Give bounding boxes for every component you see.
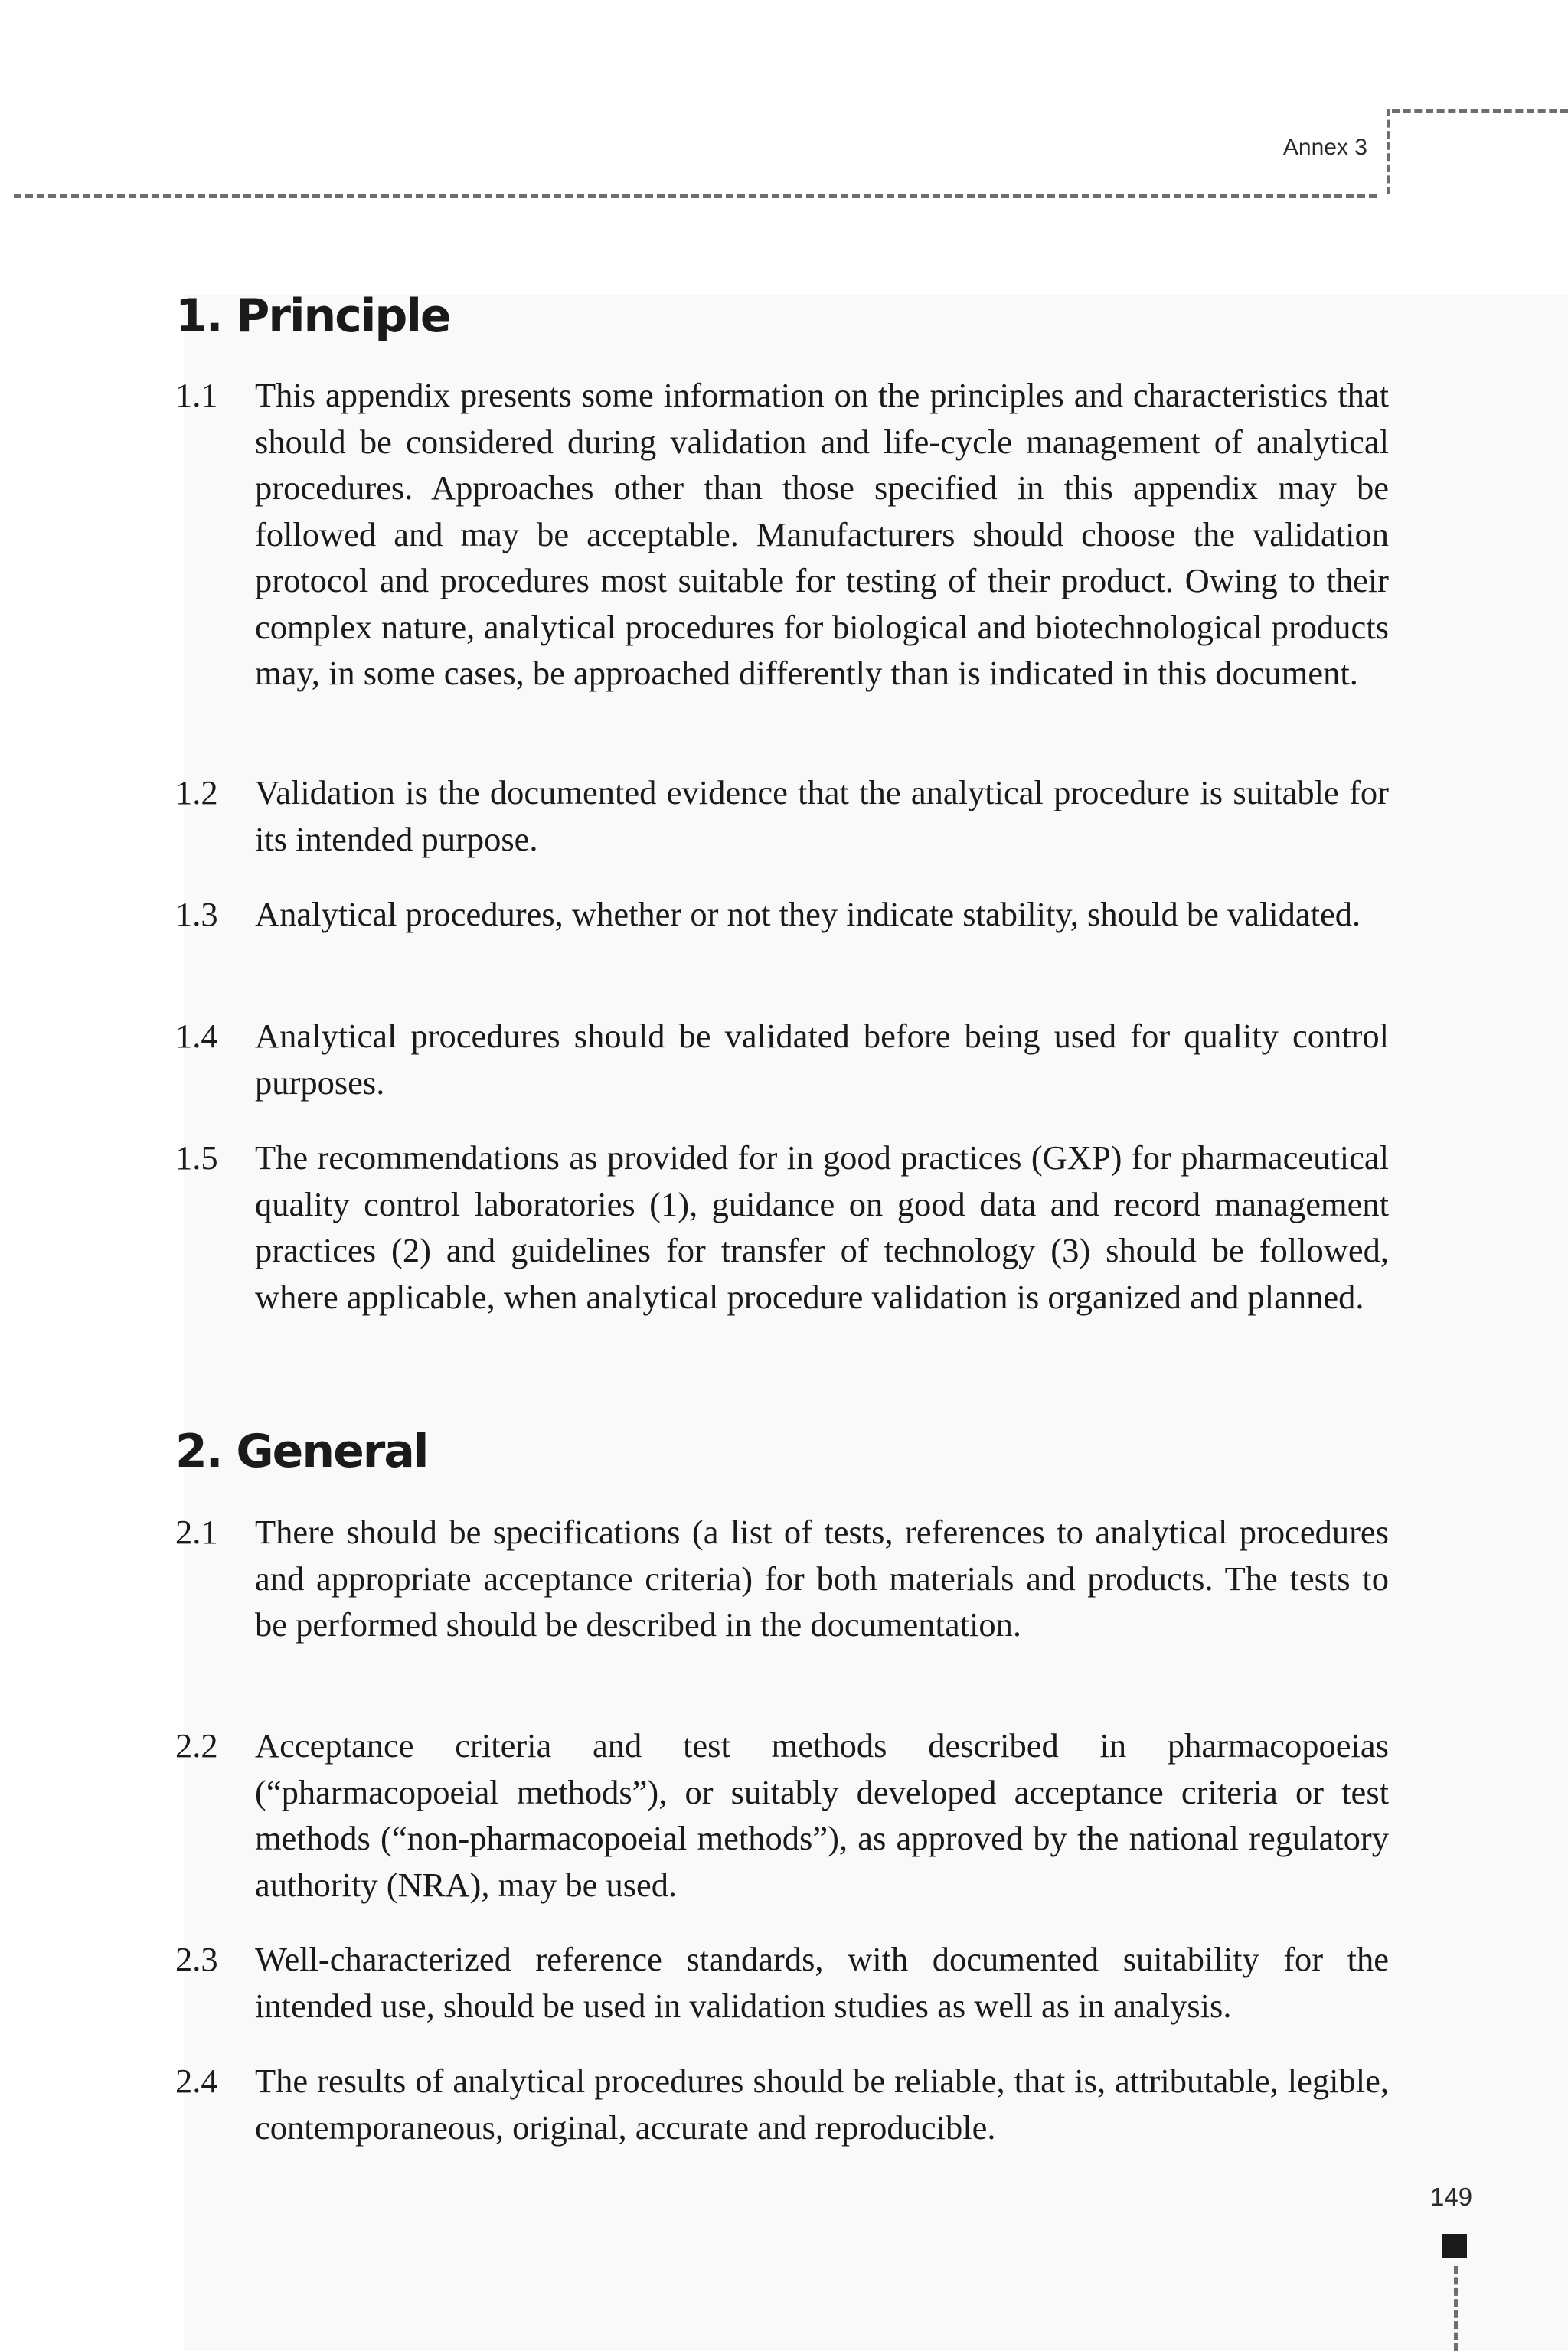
- page-number: 149: [1430, 2183, 1473, 2211]
- paragraph-1-1: [175, 372, 1389, 697]
- paragraph-text: Analytical procedures, whether or not they indicate stability, should be validated.: [255, 895, 1361, 933]
- paragraph-2-4: [175, 2058, 1389, 2150]
- paragraph-text: Acceptance criteria and test methods described in pharmacopoeias (“pharmacopoeial methods”), or suitably developed acceptance criteria or test methods (“non-pharmacopoeial methods”), as approved by the national regulatory authority (NRA), may be used.: [255, 1726, 1389, 1904]
- paragraph-number: 2.4: [175, 2062, 218, 2100]
- paragraph-number: 2.3: [175, 1940, 218, 1978]
- paragraph-text: There should be specifications (a list of tests, references to analytical procedures and appropriate acceptance criteria) for both materials and products. The tests to be performed should be described in the documentation.: [255, 1513, 1389, 1644]
- paragraph-text: Validation is the documented evidence that the analytical procedure is suitable for its intended purpose.: [255, 773, 1389, 858]
- paragraph-text: The results of analytical procedures should be reliable, that is, attributable, legible, contemporaneous, original, accurate and reproducible.: [255, 2062, 1389, 2147]
- header-rule: [14, 194, 1377, 198]
- footer-rule-vertical: [1454, 2266, 1458, 2351]
- paragraph-number: 1.2: [175, 773, 218, 811]
- paragraph-1-5: [175, 1135, 1389, 1320]
- paragraph-1-3: [175, 891, 1389, 938]
- paragraph-number: 2.2: [175, 1726, 218, 1765]
- paragraph-number: 1.1: [175, 376, 218, 414]
- section-heading-general: 2. General: [175, 1425, 428, 1478]
- paragraph-1-4: [175, 1013, 1389, 1105]
- header-rule-top: [1392, 109, 1568, 113]
- paragraph-number: 1.3: [175, 895, 218, 933]
- paragraph-text: Well-characterized reference standards, with documented suitability for the intended use, should be used in validation studies as well as in analysis.: [255, 1940, 1389, 2025]
- running-header: Annex 3: [1282, 135, 1367, 160]
- paragraph-2-2: [175, 1722, 1389, 1908]
- paragraph-number: 1.4: [175, 1017, 218, 1055]
- paragraph-1-2: [175, 769, 1389, 862]
- paragraph-2-1: [175, 1509, 1389, 1648]
- paragraph-text: Analytical procedures should be validated before being used for quality control purposes.: [255, 1017, 1389, 1102]
- paragraph-2-3: [175, 1936, 1389, 2029]
- paragraph-number: 1.5: [175, 1138, 218, 1177]
- footer-marker: [1442, 2234, 1467, 2258]
- paragraph-text: This appendix presents some information on the principles and characteristics that should be considered during validation and life-cycle management of analytical procedures. Approaches other than those specified in this appendix may be followed and may be acceptable. Manufacturers should choose the validation protocol and procedures most suitable for testing of their product. Owing to their complex nature, analytical procedures for biological and biotechnological products may, in some cases, be approached differently than is indicated in this document.: [255, 376, 1389, 692]
- paragraph-text: The recommendations as provided for in good practices (GXP) for pharmaceutical quality control laboratories (1), guidance on good data and record management practices (2) and guidelines for transfer of technology (3) should be followed, where applicable, when analytical procedure validation is organized and planned.: [255, 1138, 1389, 1316]
- section-heading-principle: 1. Principle: [175, 289, 450, 343]
- paragraph-number: 2.1: [175, 1513, 218, 1551]
- header-rule-vertical: [1387, 109, 1390, 194]
